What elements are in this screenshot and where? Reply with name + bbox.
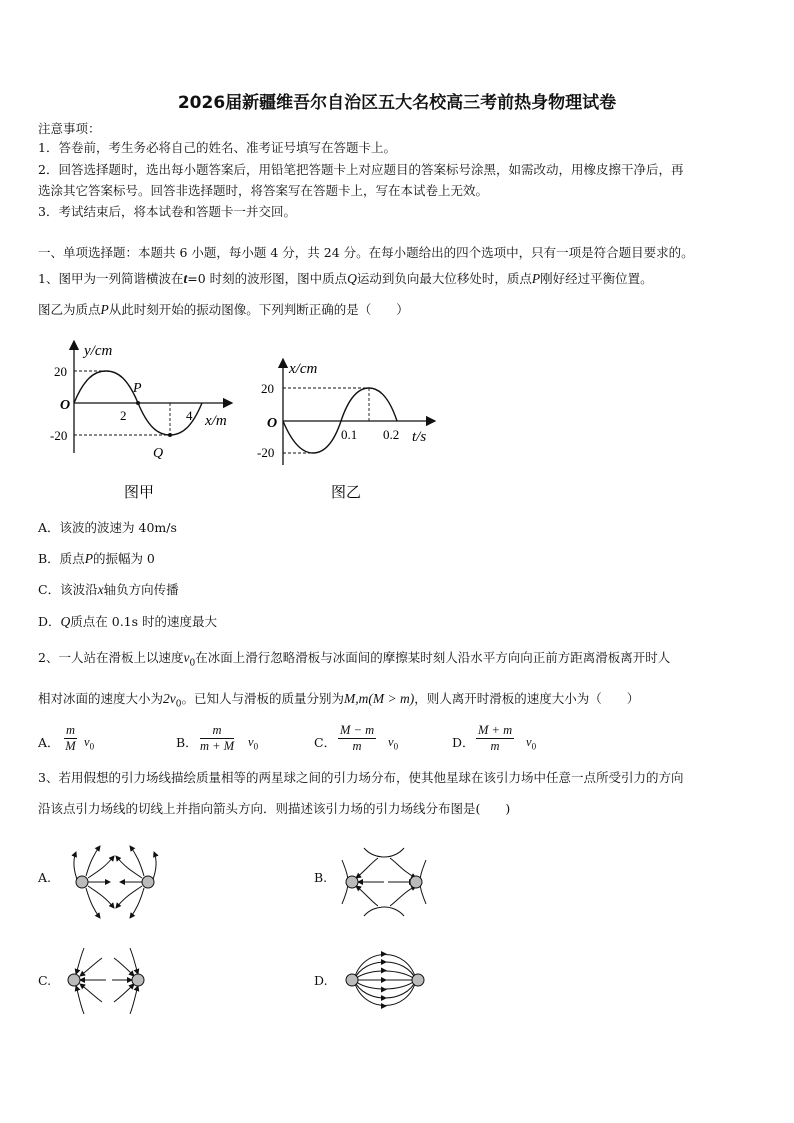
- q2-option-b-label[interactable]: B．: [176, 735, 198, 750]
- q1-option-b[interactable]: B．质点P的振幅为 0: [38, 551, 155, 566]
- tick-t1: 0.1: [341, 427, 358, 442]
- q2-option-a-v0: $v_0$: [84, 735, 95, 752]
- point-q: [168, 433, 172, 437]
- q1-option-d[interactable]: D．Q质点在 0.1s 时的速度最大: [38, 614, 218, 629]
- q2-line2: 相对冰面的速度大小为$2v_0$。已知人与滑板的质量分别为M,m(M > m)，则人离开时滑板的速度大小为（ ）: [38, 691, 640, 710]
- q2-option-b-v0: $v_0$: [248, 735, 259, 752]
- point-p: [136, 401, 140, 405]
- q3-option-d-label[interactable]: D.: [314, 973, 328, 988]
- caption-jia: 图甲: [124, 485, 155, 501]
- q2-option-b-fraction[interactable]: $\frac{m}{m + M}$: [200, 723, 235, 753]
- tick-20: 20: [54, 364, 67, 379]
- q2-option-a-label[interactable]: A．: [38, 735, 60, 750]
- figure-jia: [50, 335, 250, 505]
- q3-line2: 沿该点引力场线的切线上并指向箭头方向．则描述该引力场的引力场线分布图是( ): [38, 801, 511, 816]
- q3-figure-b[interactable]: [334, 840, 434, 920]
- figure-yi: [255, 355, 445, 505]
- caption-yi: 图乙: [331, 485, 362, 501]
- notice-item-2-cont: 选涂其它答案标号。回答非选择题时，将答案写在答题卡上，写在本试卷上无效。: [38, 183, 489, 198]
- q2-option-a-fraction[interactable]: $\frac{m}{M}$: [65, 723, 76, 753]
- notice-item-1: 1．答卷前，考生务必将自己的姓名、准考证号填写在答题卡上。: [38, 140, 396, 155]
- y-axis-label: x/cm: [289, 361, 318, 377]
- q3-figure-d[interactable]: [336, 942, 436, 1022]
- tick-20: 20: [261, 381, 274, 396]
- tick-neg20: -20: [257, 445, 275, 460]
- q3-option-b-label[interactable]: B.: [314, 870, 328, 885]
- q2-option-d-fraction[interactable]: $\frac{M + m}{m}$: [478, 723, 513, 753]
- q2-option-d-v0: $v_0$: [526, 735, 537, 752]
- origin-label: O: [267, 416, 278, 431]
- q3-line1: 3、若用假想的引力场线描绘质量相等的两星球之间的引力场分布，使其他星球在该引力场中任意一点所受引力的方向: [38, 770, 684, 785]
- notice-item-2: 2．回答选择题时，选出每小题答案后，用铅笔把答题卡上对应题目的答案标号涂黑，如需改动，用橡皮擦干净后，再: [38, 162, 684, 177]
- label-p: P: [133, 381, 142, 396]
- exam-title: 2026届新疆维吾尔自治区五大名校高三考前热身物理试卷: [177, 93, 617, 113]
- q2-line1: 2、一人站在滑板上以速度$v_0$在冰面上滑行忽略滑板与冰面间的摩擦某时刻人沿水平方向向正前方距离滑板离开时人: [38, 650, 671, 669]
- q3-figure-c[interactable]: [60, 942, 160, 1022]
- x-axis-label: x/m: [205, 413, 227, 429]
- tick-x4: 4: [186, 408, 193, 423]
- t-axis-label: t/s: [412, 429, 427, 445]
- notice-item-3: 3．考试结束后，将本试卷和答题卡一并交回。: [38, 204, 296, 219]
- q1-line1: 1、图甲为一列简谐横波在t=0 时刻的波形图，图中质点Q运动到负向最大位移处时，质点P刚好经过平衡位置。: [38, 271, 653, 286]
- q3-option-c-label[interactable]: C.: [38, 973, 52, 988]
- tick-neg20: -20: [50, 428, 68, 443]
- q3-option-a-label[interactable]: A.: [38, 870, 52, 885]
- q3-figure-a[interactable]: [60, 840, 170, 920]
- section-heading: 一、单项选择题：本题共 6 小题，每小题 4 分，共 24 分。在每小题给出的四个选项中，只有一项是符合题目要求的。: [38, 245, 694, 260]
- q1-option-a[interactable]: A．该波的波速为 40m/s: [38, 520, 177, 535]
- tick-x2: 2: [120, 408, 127, 423]
- q1-line2: 图乙为质点P从此时刻开始的振动图像。下列判断正确的是（ ）: [38, 302, 409, 317]
- q2-option-d-label[interactable]: D．: [452, 735, 475, 750]
- q2-option-c-fraction[interactable]: $\frac{M - m}{m}$: [340, 723, 375, 753]
- tick-t2: 0.2: [383, 427, 400, 442]
- q2-option-c-v0: $v_0$: [388, 735, 399, 752]
- y-axis-label: y/cm: [84, 343, 113, 359]
- q2-option-c-label[interactable]: C．: [314, 735, 337, 750]
- origin-label: O: [60, 398, 71, 413]
- q1-option-c[interactable]: C．该波沿x轴负方向传播: [38, 582, 179, 597]
- label-q: Q: [153, 446, 164, 461]
- notice-header: 注意事项：: [38, 121, 101, 136]
